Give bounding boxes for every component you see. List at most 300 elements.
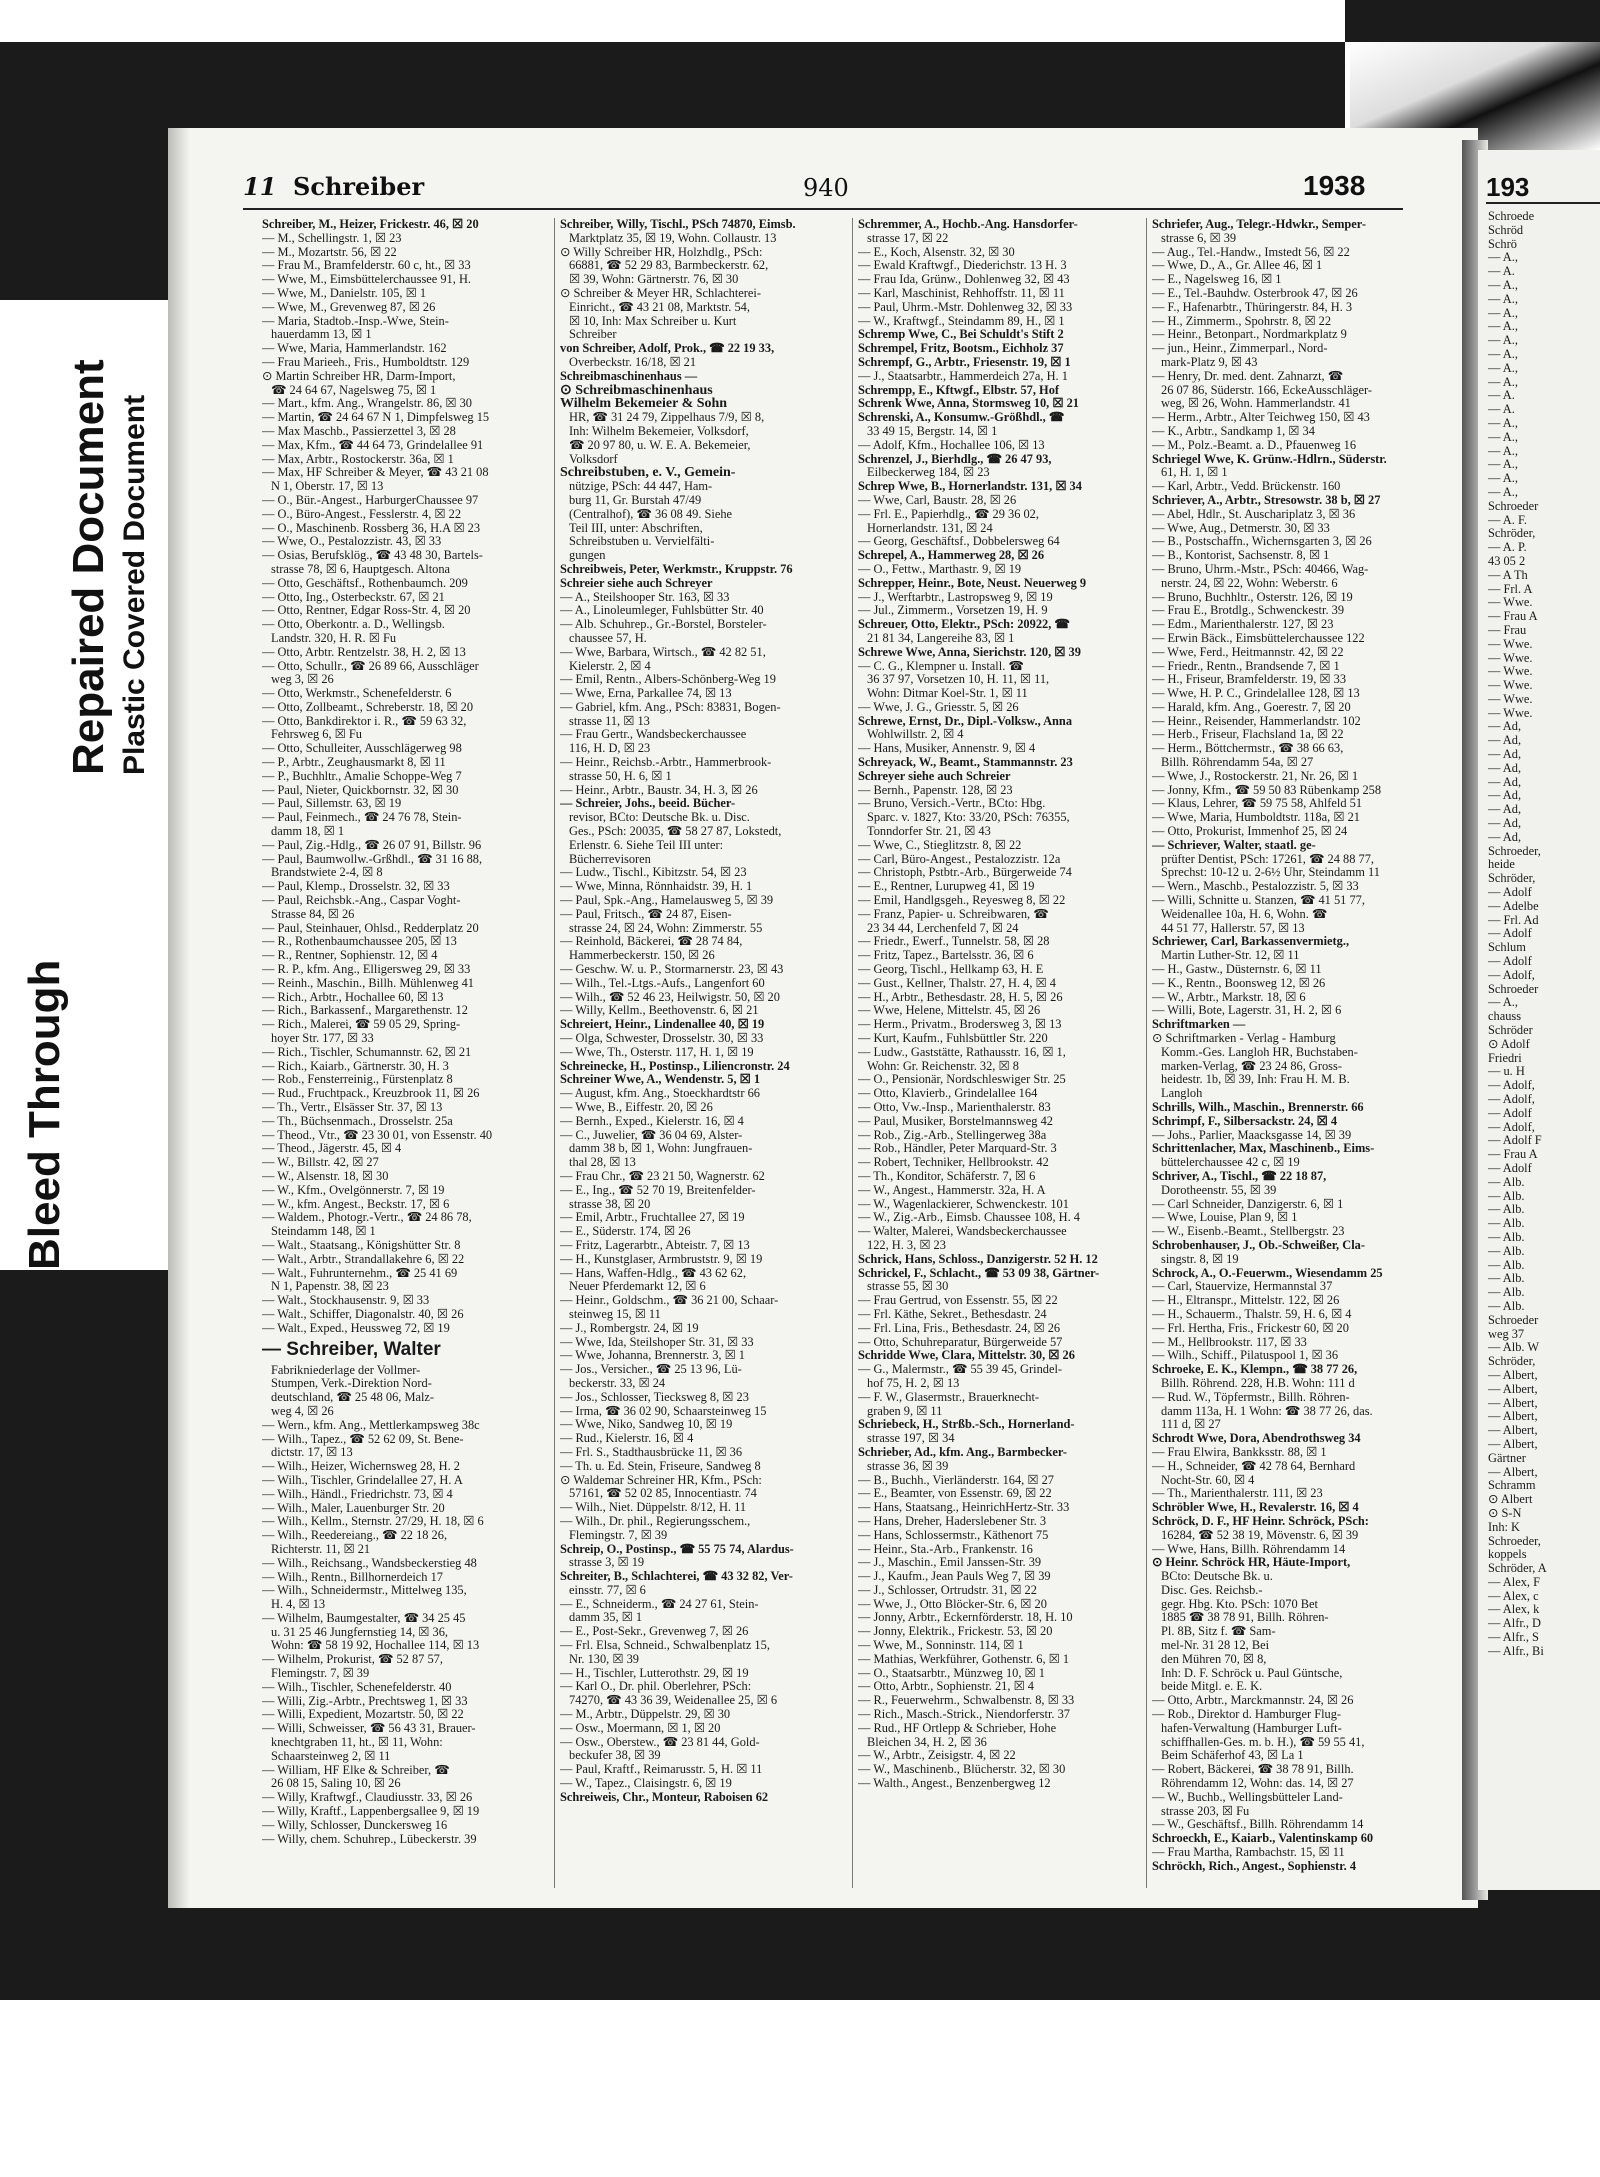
directory-entry: — H., Schneider, ☎ 42 78 64, Bernhard bbox=[1152, 1459, 1356, 1473]
facing-page-line: Schramm bbox=[1488, 1479, 1536, 1493]
directory-entry: — J., Staatsarbtr., Hammerdeich 27a, H. 1 bbox=[858, 369, 1068, 383]
facing-page-line: — Ad, bbox=[1488, 720, 1522, 734]
directory-entry: Wohn: Ditmar Koel-Str. 1, ☒ 11 bbox=[867, 687, 1028, 701]
directory-entry: schiffhallen-Ges. m. b. H.), ☎ 59 55 41, bbox=[1161, 1735, 1365, 1749]
directory-entry: ⊙ Heinr. Schröck HR, Häute-Import, bbox=[1152, 1556, 1351, 1570]
directory-entry: knechtgraben 11, ht., ☒ 11, Wohn: bbox=[271, 1736, 443, 1750]
directory-entry: — Karl, Maschinist, Rehhoffstr. 11, ☒ 11 bbox=[858, 286, 1065, 300]
facing-page-line: — Alb. bbox=[1488, 1299, 1525, 1313]
directory-entry: — Osias, Berufsklög., ☎ 43 48 30, Bartels- bbox=[262, 549, 483, 563]
directory-entry: — Paul, Musiker, Borstelmannsweg 42 bbox=[858, 1114, 1053, 1128]
directory-entry: Schröckh, Rich., Angest., Sophienstr. 4 bbox=[1152, 1859, 1357, 1873]
directory-entry: — Walt., Staatsang., Königshütter Str. 8 bbox=[262, 1238, 461, 1252]
directory-entry: — Heinr., Betonpart., Nordmarkplatz 9 bbox=[1152, 328, 1347, 342]
directory-entry: — Bernh., Papenstr. 128, ☒ 23 bbox=[858, 783, 1013, 797]
directory-entry: — O., Staatsarbtr., Münzweg 10, ☒ 1 bbox=[858, 1666, 1045, 1680]
directory-entry: — W., Buchb., Wellingsbütteler Land- bbox=[1152, 1790, 1343, 1804]
directory-entry: — R., Rentner, Sophienstr. 12, ☒ 4 bbox=[262, 949, 438, 963]
facing-page-line: — Adolf bbox=[1488, 886, 1532, 900]
directory-entry: 122, H. 3, ☒ 23 bbox=[867, 1238, 946, 1252]
directory-entry: — W., Alsenstr. 18, ☒ 30 bbox=[262, 1169, 389, 1183]
directory-entry: — Robert, Bäckerei, ☎ 38 78 91, Billh. bbox=[1152, 1763, 1354, 1777]
directory-entry: — Edm., Marienthalerstr. 127, ☒ 23 bbox=[1152, 618, 1334, 632]
directory-entry: — Willi, Schnitte u. Stanzen, ☎ 41 51 77, bbox=[1152, 894, 1365, 908]
directory-entry: Schroeckh, E., Kaiarb., Valentinskamp 60 bbox=[1152, 1832, 1374, 1846]
directory-entry: — J., Rombergstr. 24, ☒ 19 bbox=[560, 1321, 699, 1335]
directory-entry: — William, HF Elke & Schreiber, ☎ bbox=[262, 1763, 450, 1777]
directory-entry: hafen-Verwaltung (Hamburger Luft- bbox=[1161, 1721, 1342, 1735]
facing-page-line: Friedri bbox=[1488, 1051, 1522, 1065]
directory-entry: Schrepel, A., Hammerweg 28, ☒ 26 bbox=[858, 549, 1045, 563]
facing-page-line: — Albert, bbox=[1488, 1396, 1538, 1410]
facing-page-line: — A., bbox=[1488, 251, 1518, 265]
directory-entry: Schrempp, E., Kftwgf., Elbstr. 57, Hof bbox=[858, 383, 1060, 397]
directory-entry: damm 113a, H. 1 Wohn: ☎ 38 77 26, das. bbox=[1161, 1404, 1373, 1418]
directory-entry: Schreiter, B., Schlachterei, ☎ 43 32 82, Ver- bbox=[560, 1570, 793, 1584]
directory-entry: strasse 38, ☒ 20 bbox=[569, 1197, 651, 1211]
directory-entry: — Wwe, Hans, Billh. Röhrendamm 14 bbox=[1152, 1542, 1346, 1556]
directory-entry: — Wilh., Tischler, Grindelallee 27, H. A bbox=[262, 1473, 463, 1487]
directory-entry: — K., Arbtr., Sandkamp 1, ☒ 34 bbox=[1152, 424, 1315, 438]
directory-entry: singstr. 8, ☒ 19 bbox=[1161, 1252, 1239, 1266]
directory-entry: 111 d, ☒ 27 bbox=[1161, 1418, 1221, 1432]
directory-entry: Schriever, A., Arbtr., Stresowstr. 38 b, ☒ 27 bbox=[1152, 493, 1381, 507]
directory-entry: ⊙ Schriftmarken - Verlag - Hamburg bbox=[1152, 1032, 1336, 1046]
directory-entry: prüfter Dentist, PSch: 17261, ☎ 24 88 77, bbox=[1161, 852, 1374, 866]
directory-entry: — Walter, Malerei, Wandsbeckerchaussee bbox=[858, 1225, 1067, 1239]
directory-entry: Overbeckstr. 16/18, ☒ 21 bbox=[569, 355, 697, 369]
directory-entry: Marktplatz 35, ☒ 19, Wohn. Collaustr. 13 bbox=[569, 231, 777, 245]
facing-page-line: 43 05 2 bbox=[1488, 554, 1526, 568]
directory-entry: strasse 6, ☒ 39 bbox=[1161, 231, 1237, 245]
directory-entry: — H., Friseur, Bramfelderstr. 19, ☒ 33 bbox=[1152, 673, 1347, 687]
directory-entry: — Bernh., Exped., Kielerstr. 16, ☒ 4 bbox=[560, 1114, 744, 1128]
directory-entry: — Rud. W., Töpfermstr., Billh. Röhren- bbox=[1152, 1390, 1350, 1404]
directory-entry: 26 08 15, Saling 10, ☒ 26 bbox=[271, 1777, 401, 1791]
directory-entry: — H., Kunstglaser, Armbruststr. 9, ☒ 19 bbox=[560, 1252, 763, 1266]
facing-page-line: koppels bbox=[1488, 1548, 1527, 1562]
directory-entry: — Wilh., Händl., Friedrichstr. 73, ☒ 4 bbox=[262, 1487, 453, 1501]
directory-entry: Teil III, unter: Abschriften, bbox=[569, 521, 703, 535]
directory-entry: — Wwe, Helene, Mittelstr. 45, ☒ 26 bbox=[858, 1004, 1041, 1018]
directory-entry: Beim Schäferhof 43, ☒ La 1 bbox=[1161, 1749, 1304, 1763]
directory-entry: Flemingstr. 7, ☒ 39 bbox=[569, 1528, 668, 1542]
facing-page-line: — Wwe. bbox=[1488, 651, 1533, 665]
directory-entry: — Paul, Feinmech., ☎ 24 76 78, Stein- bbox=[262, 811, 462, 825]
directory-entry: u. 31 25 46 Jungfernstieg 14, ☒ 36, bbox=[271, 1625, 448, 1639]
facing-page-line: — A., bbox=[1488, 347, 1518, 361]
directory-entry: — Willi, Expedient, Mozartstr. 50, ☒ 22 bbox=[262, 1708, 464, 1722]
facing-page-year: 193 bbox=[1486, 172, 1530, 202]
directory-entry: N 1, Oberstr. 17, ☒ 13 bbox=[271, 480, 384, 494]
facing-page-line: Schroeder, bbox=[1488, 844, 1541, 858]
facing-page-line: — Ad, bbox=[1488, 761, 1522, 775]
directory-entry: — Emil, Handlgsgeh., Reyesweg 8, ☒ 22 bbox=[858, 894, 1066, 908]
directory-entry: — Friedr., Ewerf., Tunnelstr. 58, ☒ 28 bbox=[858, 935, 1050, 949]
directory-entry: Tonndorfer Str. 21, ☒ 43 bbox=[867, 825, 991, 839]
directory-entry: — Johs., Parlier, Maacksgasse 14, ☒ 39 bbox=[1152, 1128, 1352, 1142]
directory-entry: Bleichen 34, H. 2, ☒ 36 bbox=[867, 1735, 987, 1749]
directory-entry: — Carl, Büro-Angest., Pestalozzistr. 12a bbox=[858, 852, 1061, 866]
directory-entry: — Schreier, Johs., beeid. Bücher- bbox=[560, 797, 736, 811]
facing-page-line: — Albert, bbox=[1488, 1410, 1538, 1424]
directory-entry: Schrenk Wwe, Anna, Stormsweg 10, ☒ 21 bbox=[858, 397, 1079, 411]
facing-page-line: — A. bbox=[1488, 403, 1515, 417]
directory-entry: — H., Tischler, Lutterothstr. 29, ☒ 19 bbox=[560, 1666, 749, 1680]
directory-entry: — Emil, Rentn., Albers-Schönberg-Weg 19 bbox=[560, 673, 776, 687]
directory-entry: — Rud., Fruchtpack., Kreuzbrook 11, ☒ 26 bbox=[262, 1087, 480, 1101]
facing-page-line: — Ad, bbox=[1488, 789, 1522, 803]
directory-entry: — Paul, Fritsch., ☎ 24 87, Eisen- bbox=[560, 907, 732, 921]
facing-page-line: ⊙ Adolf bbox=[1488, 1037, 1530, 1051]
directory-entry: N 1, Papenstr. 38, ☒ 23 bbox=[271, 1280, 389, 1294]
directory-entry: — Herm., Privatm., Brodersweg 3, ☒ 13 bbox=[858, 1018, 1062, 1032]
directory-entry: Schrempf, G., Arbtr., Friesenstr. 19, ☒ 1 bbox=[858, 355, 1071, 369]
directory-entry: Schreibweis, Peter, Werkmstr., Kruppstr. 76 bbox=[560, 562, 793, 576]
directory-entry: 33 49 15, Bergstr. 14, ☒ 1 bbox=[867, 424, 998, 438]
directory-entry: — O., Büro-Angest., Fesslerstr. 4, ☒ 22 bbox=[262, 507, 462, 521]
directory-entry: — Wilh., Kellm., Sternstr. 27/29, H. 18, ☒ 6 bbox=[262, 1515, 484, 1529]
directory-entry: — Gust., Kellner, Thalstr. 27, H. 4, ☒ 4 bbox=[858, 976, 1056, 990]
directory-entry: — Wwe, O., Pestalozzistr. 43, ☒ 33 bbox=[262, 535, 442, 549]
directory-entry: nerstr. 24, ☒ 22, Wohn: Weberstr. 6 bbox=[1161, 576, 1338, 590]
directory-entry: Schrimpf, F., Silbersackstr. 24, ☒ 4 bbox=[1152, 1114, 1338, 1128]
facing-page-line: — Albert, bbox=[1488, 1382, 1538, 1396]
directory-entry: — H., Schauerm., Thalstr. 59, H. 6, ☒ 4 bbox=[1152, 1307, 1352, 1321]
directory-entry: — Frl. Elsa, Schneid., Schwalbenplatz 15, bbox=[560, 1639, 770, 1653]
directory-entry: thal 28, ☒ 13 bbox=[569, 1156, 636, 1170]
facing-page-line: — Ad, bbox=[1488, 830, 1522, 844]
directory-entry: — Christoph, Pstbtr.-Arb., Bürgerweide 74 bbox=[858, 866, 1072, 880]
facing-page bbox=[1478, 150, 1600, 1890]
directory-entry: — Rich., Arbtr., Hochallee 60, ☒ 13 bbox=[262, 990, 444, 1004]
directory-entry: — Rob., Händler, Peter Marquard-Str. 3 bbox=[858, 1142, 1057, 1156]
directory-entry: deutschland, ☎ 25 48 06, Malz- bbox=[271, 1391, 435, 1405]
directory-entry: Billh. Röhrend. 228, H.B. Wohn: 111 d bbox=[1161, 1376, 1355, 1390]
directory-entry: — Wilh., ☎ 52 46 23, Heilwigstr. 50, ☒ 20 bbox=[560, 990, 780, 1004]
directory-entry: — J., Kaufm., Jean Pauls Weg 7, ☒ 39 bbox=[858, 1570, 1051, 1584]
directory-entry: 16284, ☎ 52 38 19, Mövenstr. 6, ☒ 39 bbox=[1161, 1528, 1359, 1542]
facing-page-line: — Alb. bbox=[1488, 1175, 1525, 1189]
directory-entry: Schreibmaschinenhaus — bbox=[560, 369, 698, 383]
facing-page-line: — A., bbox=[1488, 458, 1518, 472]
directory-entry: — Kurt, Kaufm., Fuhlsbüttler Str. 220 bbox=[858, 1032, 1048, 1046]
directory-entry: — E., Schneiderm., ☎ 24 27 61, Stein- bbox=[560, 1597, 759, 1611]
facing-page-line: — A Th bbox=[1488, 568, 1528, 582]
directory-entry: — Georg, Geschäftsf., Dobbelersweg 64 bbox=[858, 535, 1060, 549]
directory-entry: — Franz, Papier- u. Schreibwaren, ☎ bbox=[858, 907, 1049, 921]
directory-entry: — Th., Konditor, Schäferstr. 7, ☒ 6 bbox=[858, 1169, 1036, 1183]
directory-entry: hof 75, H. 2, ☒ 13 bbox=[867, 1376, 960, 1390]
directory-entry: — M., Arbtr., Düppelstr. 29, ☒ 30 bbox=[560, 1708, 731, 1722]
directory-entry: Kielerstr. 2, ☒ 4 bbox=[569, 659, 651, 673]
facing-page-line: — A., bbox=[1488, 430, 1518, 444]
directory-entry: — Wwe, Maria, Humboldtstr. 118a, ☒ 21 bbox=[1152, 811, 1360, 825]
directory-entry: Inh: D. F. Schröck u. Paul Güntsche, bbox=[1161, 1666, 1343, 1680]
facing-page-line: — Adolf, bbox=[1488, 1079, 1535, 1093]
directory-entry: — Wwe, Maria, Hammerlandstr. 162 bbox=[262, 342, 447, 356]
directory-entry: — Th., Büchsenmach., Drosselstr. 25a bbox=[262, 1114, 453, 1128]
directory-entry: einsstr. 77, ☒ 6 bbox=[569, 1583, 646, 1597]
directory-entry: — Carl, Stauervize, Hermannstal 37 bbox=[1152, 1280, 1333, 1294]
directory-entry: — Willy, Kraftwgf., Claudiusstr. 33, ☒ 26 bbox=[262, 1791, 473, 1805]
directory-entry: — Adolf, Kfm., Hochallee 106, ☒ 13 bbox=[858, 438, 1045, 452]
directory-entry: beckufer 38, ☒ 39 bbox=[569, 1749, 661, 1763]
directory-entry: Weidenallee 10a, H. 6, Wohn. ☎ bbox=[1161, 907, 1328, 921]
directory-entry: — H., Eltranspr., Mittelstr. 122, ☒ 26 bbox=[1152, 1294, 1340, 1308]
directory-entry: Hornerlandstr. 131, ☒ 24 bbox=[867, 521, 993, 535]
directory-entry: — Rob., Direktor d. Hamburger Flug- bbox=[1152, 1708, 1342, 1722]
directory-entry: — Wwe, J. G., Griesstr. 5, ☒ 26 bbox=[858, 700, 1019, 714]
facing-page-line: — Adelbe bbox=[1488, 899, 1539, 913]
directory-entry: — Reinh., Maschin., Billh. Mühlenweg 41 bbox=[262, 976, 475, 990]
directory-entry: — Frau E., Brotdlg., Schwenckestr. 39 bbox=[1152, 604, 1345, 618]
facing-page-line: Schlum bbox=[1488, 941, 1526, 955]
directory-entry: — Jonny, Elektrik., Frickestr. 53, ☒ 20 bbox=[858, 1625, 1053, 1639]
facing-page-line: — A., bbox=[1488, 375, 1518, 389]
directory-entry: BCto: Deutsche Bk. u. bbox=[1161, 1570, 1273, 1584]
directory-entry: — Jonny, Arbtr., Eckernförderstr. 18, H. 10 bbox=[858, 1611, 1073, 1625]
directory-entry: hauerdamm 13, ☒ 1 bbox=[271, 328, 372, 342]
directory-entry: — Herm., Arbtr., Alter Teichweg 150, ☒ 43 bbox=[1152, 411, 1370, 425]
directory-entry: — Walt., Stockhausenstr. 9, ☒ 33 bbox=[262, 1294, 430, 1308]
facing-page-line: ⊙ Albert bbox=[1488, 1493, 1533, 1507]
facing-page-line: — Wwe. bbox=[1488, 679, 1533, 693]
directory-entry: Langloh bbox=[1161, 1087, 1203, 1101]
directory-entry: weg, ☒ 26, Wohn. Hammerlandstr. 41 bbox=[1161, 397, 1351, 411]
directory-entry: — Heinr., Reisender, Hammerlandstr. 102 bbox=[1152, 714, 1361, 728]
directory-entry: — Wilhelm, Baumgestalter, ☎ 34 25 45 bbox=[262, 1611, 466, 1625]
directory-entry: marken-Verlag, ☎ 23 24 86, Gross- bbox=[1161, 1059, 1342, 1073]
directory-entry: — Aug., Tel.-Handw., Imstedt 56, ☒ 22 bbox=[1152, 245, 1350, 259]
directory-entry: Wohn: Gr. Reichenstr. 32, ☒ 8 bbox=[867, 1059, 1019, 1073]
directory-entry: — Wilh., Niet. Düppelstr. 8/12, H. 11 bbox=[560, 1501, 747, 1515]
directory-entry: 116, H. D, ☒ 23 bbox=[569, 742, 651, 756]
directory-entry: Disc. Ges. Reichsb.- bbox=[1161, 1583, 1263, 1597]
directory-entry: — Rich., Masch.-Strick., Niendorferstr. 37 bbox=[858, 1708, 1070, 1722]
directory-entry: Schroeke, E. K., Klempn., ☎ 38 77 26, bbox=[1152, 1363, 1358, 1377]
facing-page-line: — Adolf F bbox=[1488, 1134, 1542, 1148]
directory-entry: — Frl. E., Papierhdlg., ☎ 29 36 02, bbox=[858, 507, 1039, 521]
directory-entry: — Frau Gertr., Wandsbeckerchaussee bbox=[560, 728, 747, 742]
directory-entry: — F., Hafenarbtr., Thüringerstr. 84, H. 3 bbox=[1152, 300, 1353, 314]
directory-entry: — E., Tel.-Bauhdw. Osterbrook 47, ☒ 26 bbox=[1152, 286, 1358, 300]
directory-entry: Nocht-Str. 60, ☒ 4 bbox=[1161, 1473, 1255, 1487]
directory-entry: — Wwe, Ferd., Heitmannstr. 42, ☒ 22 bbox=[1152, 645, 1344, 659]
facing-page-line: — Ad, bbox=[1488, 775, 1522, 789]
directory-entry: — Jul., Zimmerm., Vorsetzen 19, H. 9 bbox=[858, 604, 1048, 618]
directory-entry: Schriebeck, H., Strßb.-Sch., Hornerland- bbox=[858, 1418, 1075, 1432]
directory-entry: — Wwe, M., Grevenweg 87, ☒ 26 bbox=[262, 300, 436, 314]
facing-page-line: ⊙ S-N bbox=[1488, 1506, 1522, 1520]
facing-page-line: — Ad, bbox=[1488, 734, 1522, 748]
directory-entry: Schreiert, Heinr., Lindenallee 40, ☒ 19 bbox=[560, 1018, 765, 1032]
directory-entry: — Wilh., Reichsang., Wandsbeckerstieg 48 bbox=[262, 1556, 477, 1570]
directory-entry: Pl. 8B, Sitz f. ☎ Sam- bbox=[1161, 1625, 1276, 1639]
directory-entry: Schrock, A., O.-Feuerwm., Wiesendamm 25 bbox=[1152, 1266, 1383, 1280]
directory-entry: — Wwe, M., Eimsbüttelerchaussee 91, H. bbox=[262, 273, 471, 287]
directory-entry: Schremp Wwe, C., Bei Schuldt's Stift 2 bbox=[858, 328, 1064, 342]
directory-entry: — Wwe, Erna, Parkallee 74, ☒ 13 bbox=[560, 687, 732, 701]
facing-page-line: Schröder, bbox=[1488, 872, 1536, 886]
facing-page-line: Schröder, bbox=[1488, 1355, 1536, 1369]
directory-entry: Wilhelm Bekemeier & Sohn bbox=[560, 397, 728, 412]
directory-entry: von Schreiber, Adolf, Prok., ☎ 22 19 33, bbox=[560, 342, 775, 356]
directory-entry: — M., Hellbrookstr. 117, ☒ 33 bbox=[1152, 1335, 1307, 1349]
directory-entry: — Otto, Schulleiter, Ausschlägerweg 98 bbox=[262, 742, 462, 756]
directory-entry: — Wilhelm, Prokurist, ☎ 52 87 57, bbox=[262, 1653, 443, 1667]
directory-entry: — Paul, Klemp., Drosselstr. 32, ☒ 33 bbox=[262, 880, 450, 894]
directory-entry: — W., Eisenb.-Beamt., Stellbergstr. 23 bbox=[1152, 1225, 1345, 1239]
directory-entry: — Wwe, Carl, Baustr. 28, ☒ 26 bbox=[858, 493, 1017, 507]
directory-entry: — E., Beamter, von Essenstr. 69, ☒ 22 bbox=[858, 1487, 1052, 1501]
directory-entry: Schrempel, Fritz, Bootsm., Eichholz 37 bbox=[858, 342, 1064, 356]
directory-entry: — A., Steilshooper Str. 163, ☒ 33 bbox=[560, 590, 730, 604]
facing-page-line: Schrö bbox=[1488, 237, 1517, 251]
directory-entry: ⊙ Waldemar Schreiner HR, Kfm., PSch: bbox=[560, 1473, 762, 1487]
directory-entry: — Theod., Jägerstr. 45, ☒ 4 bbox=[262, 1142, 402, 1156]
directory-entry: Schrewe, Ernst, Dr., Dipl.-Volksw., Anna bbox=[858, 714, 1073, 728]
directory-entry: — Willi, Zig.-Arbtr., Prechtsweg 1, ☒ 33 bbox=[262, 1694, 468, 1708]
directory-entry: damm 35, ☒ 1 bbox=[569, 1611, 643, 1625]
directory-entry: — Wwe, Niko, Sandweg 10, ☒ 19 bbox=[560, 1418, 733, 1432]
facing-page-line: — A., bbox=[1488, 996, 1518, 1010]
scan-top-margin bbox=[0, 0, 1345, 42]
directory-entry: — Karl, Arbtr., Vedd. Brückenstr. 160 bbox=[1152, 480, 1341, 494]
facing-page-line: — A. F. bbox=[1488, 513, 1527, 527]
directory-entry: strasse 50, H. 6, ☒ 1 bbox=[569, 769, 672, 783]
directory-entry: Röhrendamm 12, Wohn: das. 14, ☒ 27 bbox=[1161, 1777, 1354, 1791]
directory-entry: — Wwe, B., Eiffestr. 20, ☒ 26 bbox=[560, 1101, 713, 1114]
directory-entry: — Wwe, C., Stieglitzstr. 8, ☒ 22 bbox=[858, 838, 1022, 852]
directory-entry: — R. P., kfm. Ang., Elligersweg 29, ☒ 33 bbox=[262, 963, 471, 977]
facing-page-line: — A. P. bbox=[1488, 541, 1527, 555]
directory-entry: Komm.-Ges. Langloh HR, Buchstaben- bbox=[1161, 1045, 1358, 1059]
directory-entry: — Wwe, J., Rostockerstr. 21, Nr. 26, ☒ 1 bbox=[1152, 769, 1359, 783]
directory-entry: — Olga, Schwester, Drosselstr. 30, ☒ 33 bbox=[560, 1032, 764, 1046]
directory-entry: — Bruno, Buchhltr., Osterstr. 126, ☒ 19 bbox=[1152, 590, 1353, 604]
directory-entry: Schriewer, Carl, Barkassenvermietg., bbox=[1152, 935, 1350, 949]
directory-entry: — Otto, Zollbeamt., Schreberstr. 18, ☒ 20 bbox=[262, 700, 474, 714]
directory-entry: strasse 55, ☒ 30 bbox=[867, 1280, 949, 1294]
directory-entry: gegr. Hbg. Kto. PSch: 1070 Bet bbox=[1161, 1597, 1318, 1611]
facing-page-line: — Frl. A bbox=[1488, 582, 1533, 596]
directory-entry: den Mühren 70, ☒ 8, bbox=[1161, 1652, 1267, 1666]
directory-entry: Schriver, A., Tischl., ☎ 22 18 87, bbox=[1152, 1169, 1327, 1183]
directory-column-1 bbox=[262, 218, 552, 1888]
facing-page-line: — Albert, bbox=[1488, 1424, 1538, 1438]
facing-page-line: — Adolf, bbox=[1488, 968, 1535, 982]
directory-entry: Brandstwiete 2-4, ☒ 8 bbox=[271, 866, 383, 880]
directory-entry: — Hans, Waffen-Hdlg., ☎ 43 62 62, bbox=[560, 1266, 747, 1280]
directory-entry: — Hans, Dreher, Haderslebener Str. 3 bbox=[858, 1514, 1047, 1528]
facing-page-line: — Adolf, bbox=[1488, 1093, 1535, 1106]
directory-entry: — Max, Kfm., ☎ 44 64 73, Grindelallee 91 bbox=[262, 438, 484, 452]
directory-entry: — Ewald Kraftwgf., Diederichstr. 13 H. 3 bbox=[858, 259, 1067, 273]
directory-entry: — Karl O., Dr. phil. Oberlehrer, PSch: bbox=[560, 1680, 752, 1694]
facing-page-line: Schroeder bbox=[1488, 499, 1539, 513]
directory-entry: Schrills, Wilh., Maschin., Brennerstr. 66 bbox=[1152, 1101, 1364, 1114]
directory-entry: Schrep Wwe, B., Hornerlandstr. 131, ☒ 34 bbox=[858, 480, 1082, 494]
directory-entry: — Heinr., Sta.-Arb., Frankenstr. 16 bbox=[858, 1542, 1033, 1556]
directory-entry: — Paul, Spk.-Ang., Hamelausweg 5, ☒ 39 bbox=[560, 894, 774, 908]
directory-entry: — Rich., Kaiarb., Gärtnerstr. 30, H. 3 bbox=[262, 1059, 449, 1073]
directory-entry: — Otto, Ing., Osterbeckstr. 67, ☒ 21 bbox=[262, 590, 445, 604]
directory-entry: Schaarsteinweg 2, ☒ 11 bbox=[271, 1749, 391, 1763]
directory-entry: Flemingstr. 7, ☒ 39 bbox=[271, 1667, 370, 1681]
facing-page-line: chauss bbox=[1488, 1010, 1522, 1024]
directory-entry: Landstr. 320, H. R. ☒ Fu bbox=[271, 631, 397, 645]
directory-entry: — Jos., Versicher., ☎ 25 13 96, Lü- bbox=[560, 1363, 742, 1377]
directory-entry: Billh. Röhrendamm 54a, ☒ 27 bbox=[1161, 756, 1314, 770]
directory-entry: — Wwe, M., Sonninstr. 114, ☒ 1 bbox=[858, 1639, 1024, 1653]
facing-page-line: — Adolf, bbox=[1488, 1120, 1535, 1134]
directory-entry: — Rob., Zig.-Arb., Stellingerweg 38a bbox=[858, 1128, 1047, 1142]
directory-entry: — B., Kontorist, Sachsenstr. 8, ☒ 1 bbox=[1152, 549, 1330, 563]
directory-entry: strasse 17, ☒ 22 bbox=[867, 231, 949, 245]
facing-page-line: — u. H bbox=[1488, 1065, 1525, 1079]
directory-entry: 61, H. 1, ☒ 1 bbox=[1161, 466, 1228, 480]
facing-page-line: — Alb. W bbox=[1488, 1341, 1540, 1355]
directory-entry: Schridde Wwe, Clara, Mittelstr. 30, ☒ 26 bbox=[858, 1349, 1075, 1363]
directory-entry: — Otto, Geschäftsf., Rothenbaumch. 209 bbox=[262, 576, 468, 590]
facing-page-line: Schröder bbox=[1488, 1024, 1533, 1038]
label-repaired-document: Repaired Document bbox=[64, 359, 113, 775]
directory-entry: — Wwe, M., Danielstr. 105, ☒ 1 bbox=[262, 286, 427, 300]
directory-entry: Neuer Pferdemarkt 12, ☒ 6 bbox=[569, 1280, 706, 1294]
directory-entry: — Wilh., Schiff., Pilatuspool 1, ☒ 36 bbox=[1152, 1349, 1339, 1363]
facing-page-line: — Alfr., S bbox=[1488, 1631, 1539, 1645]
directory-entry: steinweg 15, ☒ 11 bbox=[569, 1307, 661, 1321]
directory-entry: — Paul, Kraftf., Reimarusstr. 5, H. ☒ 11 bbox=[560, 1763, 763, 1777]
directory-entry: — Bruno, Uhrm.-Mstr., PSch: 40466, Wag- bbox=[1152, 562, 1369, 576]
directory-entry: — Frau Gertrud, von Essenstr. 55, ☒ 22 bbox=[858, 1294, 1058, 1308]
directory-entry: — Rich., Malerei, ☎ 59 05 29, Spring- bbox=[262, 1018, 461, 1032]
directory-entry: Erlenstr. 6. Siehe Teil III unter: bbox=[569, 838, 724, 852]
directory-entry: — M., Schellingstr. 1, ☒ 23 bbox=[262, 231, 402, 245]
directory-entry: — K., Rentn., Boonsweg 12, ☒ 26 bbox=[1152, 976, 1326, 990]
facing-page-line: — Alb. bbox=[1488, 1272, 1525, 1286]
directory-entry: — M., Polz.-Beamt. a. D., Pfauenweg 16 bbox=[1152, 438, 1357, 452]
directory-entry: — Otto, Vw.-Insp., Marienthalerstr. 83 bbox=[858, 1101, 1051, 1114]
facing-page-line: — A., bbox=[1488, 472, 1518, 486]
directory-entry: strasse 11, ☒ 13 bbox=[569, 714, 650, 728]
directory-entry: weg 3, ☒ 26 bbox=[271, 673, 334, 687]
directory-entry: — J., Schlosser, Ortrudstr. 31, ☒ 22 bbox=[858, 1583, 1037, 1597]
directory-entry: — Erwin Bäck., Eimsbüttelerchaussee 122 bbox=[1152, 631, 1365, 645]
directory-entry: — Willi, Bote, Lagerstr. 31, H. 2, ☒ 6 bbox=[1152, 1004, 1342, 1018]
directory-entry: — Th., Vertr., Elsässer Str. 37, ☒ 13 bbox=[262, 1101, 443, 1114]
directory-entry: — Maria, Stadtob.-Insp.-Wwe, Stein- bbox=[262, 314, 449, 328]
directory-entry: 23 34 44, Lerchenfeld 7, ☒ 24 bbox=[867, 921, 1019, 935]
directory-entry: — Martin, ☎ 24 64 67 N 1, Dimpfelsweg 15 bbox=[262, 411, 490, 425]
directory-entry: — E., Süderstr. 174, ☒ 26 bbox=[560, 1225, 691, 1239]
facing-page-rule bbox=[1486, 202, 1600, 204]
directory-entry: ☎ 20 97 80, u. W. E. A. Bekemeier, bbox=[569, 438, 751, 452]
directory-entry: — E., Koch, Alsenstr. 32, ☒ 30 bbox=[858, 245, 1015, 259]
facing-page-line: Schröder, A bbox=[1488, 1562, 1547, 1576]
directory-entry: — Ludw., Tischl., Kibitzstr. 54, ☒ 23 bbox=[560, 866, 747, 880]
directory-entry: 74270, ☎ 43 36 39, Weidenallee 25, ☒ 6 bbox=[569, 1694, 778, 1708]
directory-entry: — Schriever, Walter, staatl. ge- bbox=[1152, 838, 1316, 852]
directory-entry: — Rich., Tischler, Schumannstr. 62, ☒ 21 bbox=[262, 1045, 472, 1059]
facing-page-line: — A., bbox=[1488, 416, 1518, 430]
page-header bbox=[243, 168, 1403, 210]
facing-page-line: Schroeder, bbox=[1488, 1534, 1541, 1548]
directory-entry: weg 4, ☒ 26 bbox=[271, 1404, 334, 1418]
facing-page-line: — Alex, c bbox=[1488, 1589, 1539, 1603]
facing-page-line: — Frl. Ad bbox=[1488, 913, 1539, 927]
